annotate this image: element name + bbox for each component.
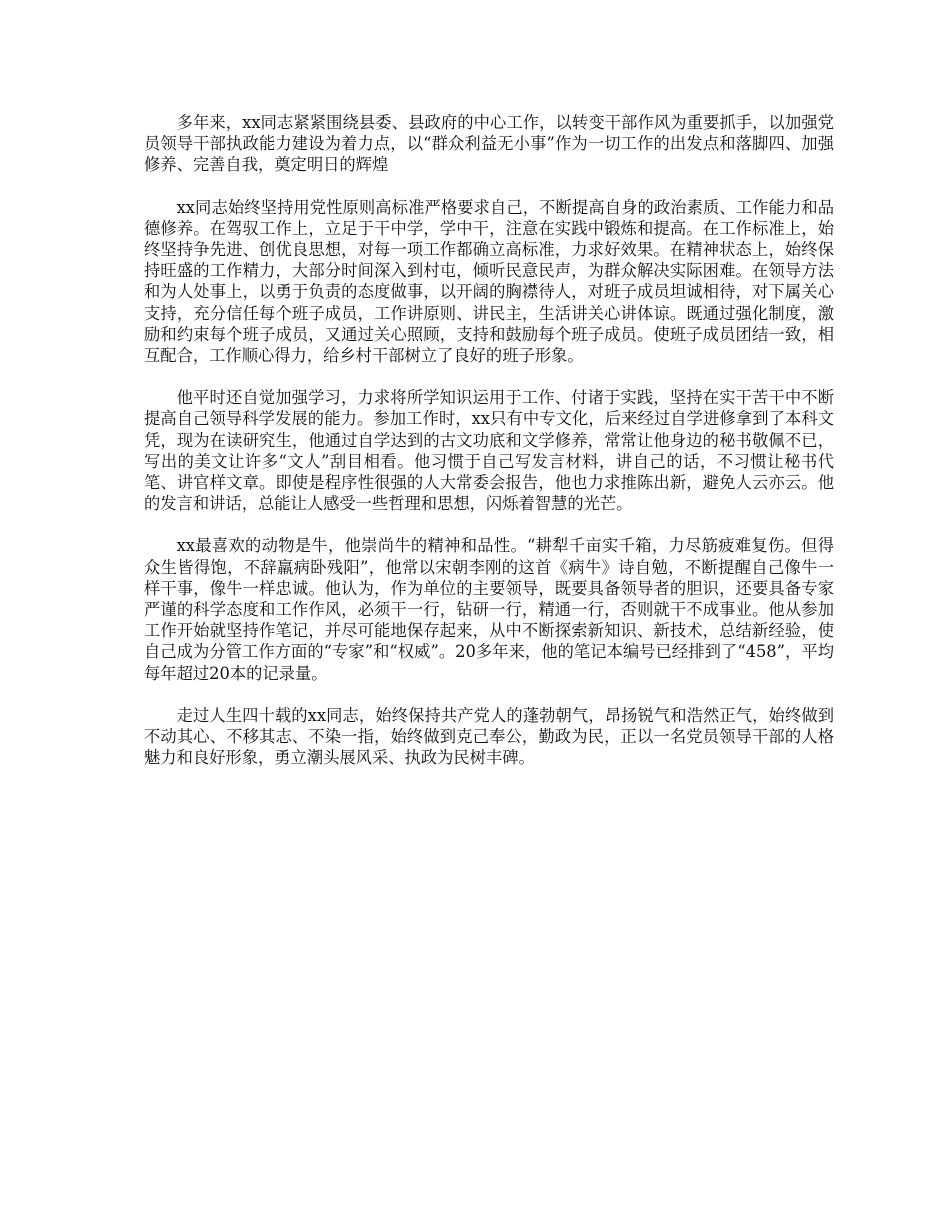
document-body (144, 112, 834, 768)
paragraph-conclusion: 走过人生四十载的xx同志，始终保持共产党人的蓬勃朝气，昂扬锐气和浩然正气，始终做到不动其心、不移其志、不染一指，始终做到克己奉公，勤政为民，正以一名党员领导干部的人格魅力和良好形象，勇立潮头展风采、执政为民树丰碑。 (144, 705, 834, 768)
paragraph-ox-spirit: xx最喜欢的动物是牛，他崇尚牛的精神和品性。“耕犁千亩实千箱，力尽筋疲难复伤。但得众生皆得饱，不辞羸病卧残阳”，他常以宋朝李刚的这首《病牛》诗自勉，不断提醒自己像牛一样干事，像牛一样忠诚。他认为，作为单位的主要领导，既要具备领导者的胆识，还要具备专家严谨的科学态度和工作作风，必须干一行，钻研一行，精通一行，否则就干不成事业。他从参加工作开始就坚持作笔记，并尽可能地保存起来，从中不断探索新知识、新技术，总结新经验，使自己成为分管工作方面的“专家”和“权威”。20多年来，他的笔记本编号已经排到了“458”，平均每年超过20本的记录量。 (144, 536, 834, 683)
paragraph-study: 他平时还自觉加强学习，力求将所学知识运用于工作、付诸于实践，坚持在实干苦干中不断提高自己领导科学发展的能力。参加工作时，xx只有中专文化，后来经过自学进修拿到了本科文凭，现为在读研究生，他通过自学达到的古文功底和文学修养，常常让他身边的秘书敬佩不已，写出的美文让许多“文人”刮目相看。他习惯于自己写发言材料，讲自己的话，不习惯让秘书代笔、讲官样文章。即使是程序性很强的人大常委会报告，他也力求推陈出新，避免人云亦云。他的发言和讲话，总能让人感受一些哲理和思想，闪烁着智慧的光芒。 (144, 388, 834, 514)
paragraph-intro: 多年来，xx同志紧紧围绕县委、县政府的中心工作，以转变干部作风为重要抓手，以加强党员领导干部执政能力建设为着力点，以“群众利益无小事”作为一切工作的出发点和落脚四、加强修养、完善自我，奠定明日的辉煌 (144, 113, 834, 175)
paragraph-party-principles: xx同志始终坚持用党性原则高标准严格要求自己，不断提高自身的政治素质、工作能力和品德修养。在驾驭工作上，立足于干中学，学中干，注意在实践中锻炼和提高。在工作标准上，始终坚持争先进、创优良思想，对每一项工作都确立高标准，力求好效果。在精神状态上，始终保持旺盛的工作精力，大部分时间深入到村屯，倾听民意民声，为群众解决实际困难。在领导方法和为人处事上，以勇于负责的态度做事，以开阔的胸襟待人，对班子成员坦诚相待，对下属关心支持，充分信任每个班子成员，工作讲原则、讲民主，生活讲关心讲体谅。既通过强化制度，激励和约束每个班子成员，又通过关心照顾，支持和鼓励每个班子成员。使班子成员团结一致，相互配合，工作顺心得力，给乡村干部树立了良好的班子形象。 (144, 197, 834, 366)
